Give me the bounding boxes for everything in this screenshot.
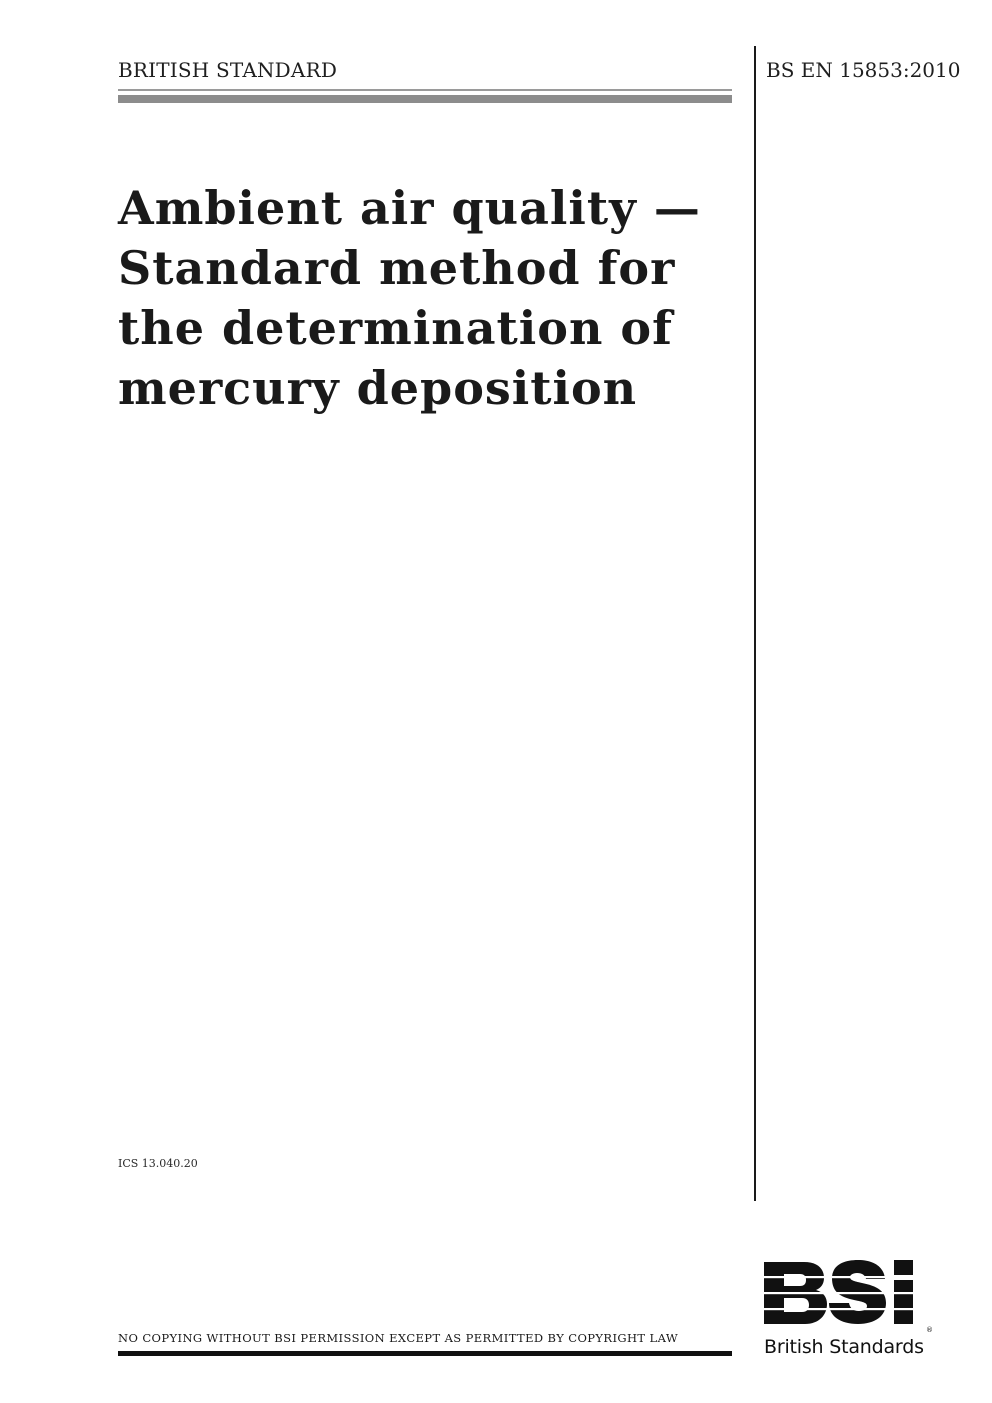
header-series-label: BRITISH STANDARD — [118, 58, 338, 82]
bsi-logo-mark-icon — [762, 1258, 932, 1328]
title-line: Ambient air quality — — [118, 181, 701, 235]
header-rule-thin — [118, 89, 732, 91]
standard-designation: BS EN 15853:2010 — [766, 58, 961, 82]
registered-mark: ® — [926, 1326, 933, 1334]
header-rule-thick — [118, 95, 732, 103]
bsi-logo — [762, 1258, 936, 1364]
title-line: Standard method for — [118, 241, 676, 295]
vertical-divider — [754, 46, 756, 1201]
ics-code: ICS 13.040.20 — [118, 1157, 198, 1170]
title-line: the determination of — [118, 301, 673, 355]
bsi-logo-name: British Standards — [764, 1336, 924, 1358]
copyright-notice: NO COPYING WITHOUT BSI PERMISSION EXCEPT AS PERMITTED BY COPYRIGHT LAW — [118, 1331, 679, 1345]
document-title — [118, 178, 738, 418]
footer-rule — [118, 1351, 732, 1356]
title-line: mercury deposition — [118, 361, 638, 415]
